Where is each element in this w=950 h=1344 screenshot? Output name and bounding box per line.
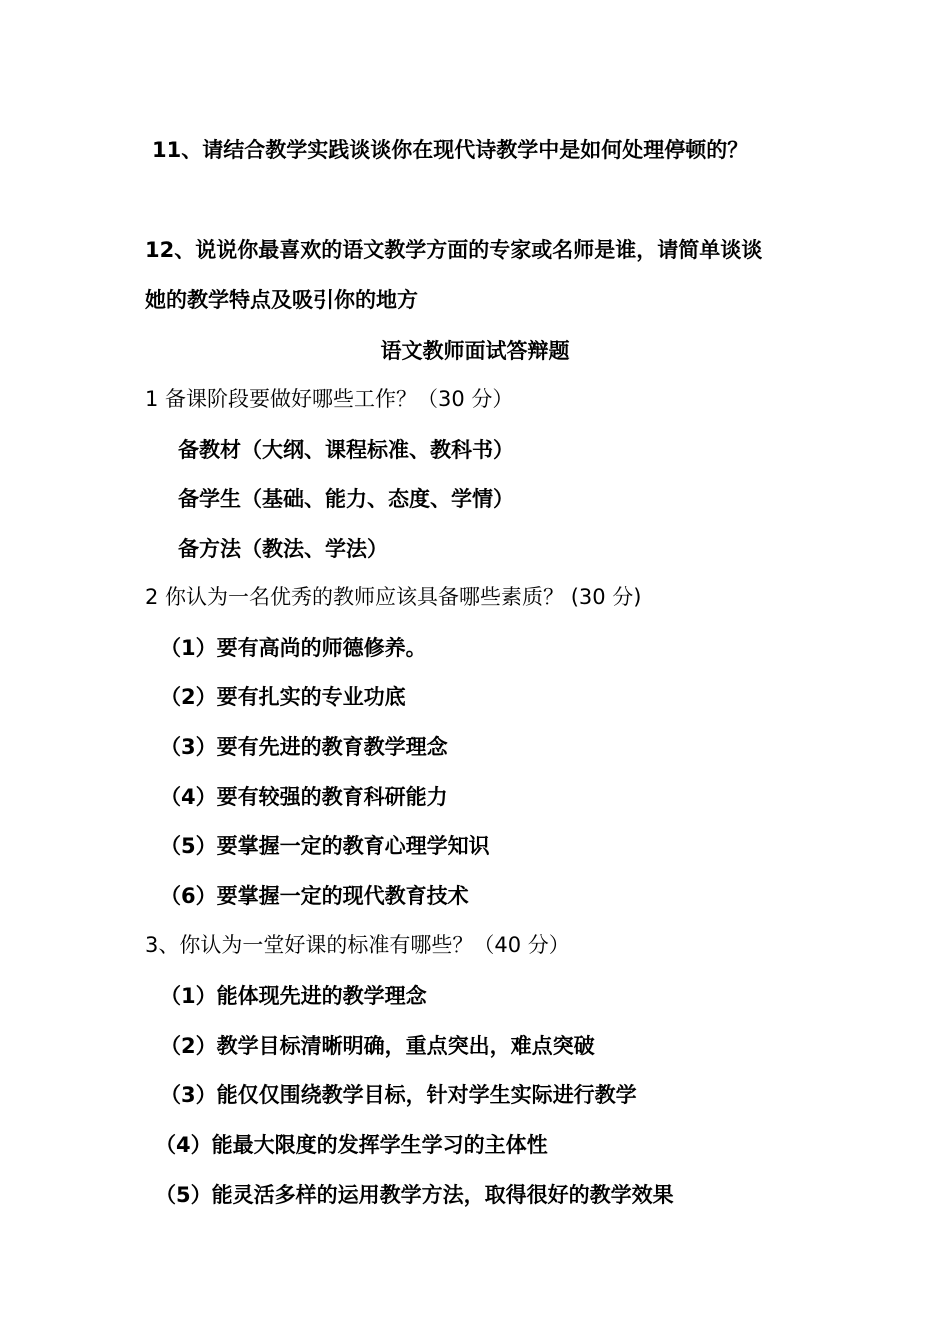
q3-answer-2: （2）教学目标清晰明确，重点突出，难点突破: [160, 1034, 595, 1058]
q2-answer-1: （1）要有高尚的师德修养。: [160, 636, 427, 660]
question-3: 3、你认为一堂好课的标准有哪些？（40 分）: [145, 933, 570, 957]
q2-answer-4: （4）要有较强的教育科研能力: [160, 785, 448, 809]
q1-answer-2: 备学生（基础、能力、态度、学情）: [178, 487, 514, 511]
q1-answer-1: 备教材（大纲、课程标准、教科书）: [178, 438, 514, 462]
q2-answer-2: （2）要有扎实的专业功底: [160, 685, 406, 709]
question-12-line-1: 12、说说你最喜欢的语文教学方面的专家或名师是谁，请简单谈谈: [145, 238, 763, 262]
q2-answer-6: （6）要掌握一定的现代教育技术: [160, 884, 469, 908]
question-11: 11、请结合教学实践谈谈你在现代诗教学中是如何处理停顿的？: [152, 138, 749, 162]
q3-answer-5: （5）能灵活多样的运用教学方法，取得很好的教学效果: [155, 1183, 674, 1207]
q3-answer-4: （4）能最大限度的发挥学生学习的主体性: [155, 1133, 548, 1157]
q1-answer-3: 备方法（教法、学法）: [178, 537, 388, 561]
section-title: 语文教师面试答辩题: [380, 339, 570, 363]
question-1: 1 备课阶段要做好哪些工作？（30 分）: [145, 387, 514, 411]
q2-answer-5: （5）要掌握一定的教育心理学知识: [160, 834, 490, 858]
q3-answer-1: （1）能体现先进的教学理念: [160, 984, 427, 1008]
q3-answer-3: （3）能仅仅围绕教学目标，针对学生实际进行教学: [160, 1083, 637, 1107]
q2-answer-3: （3）要有先进的教育教学理念: [160, 735, 448, 759]
question-12-line-2: 她的教学特点及吸引你的地方: [145, 288, 418, 312]
question-2: 2 你认为一名优秀的教师应该具备哪些素质？ (30 分): [145, 585, 642, 609]
